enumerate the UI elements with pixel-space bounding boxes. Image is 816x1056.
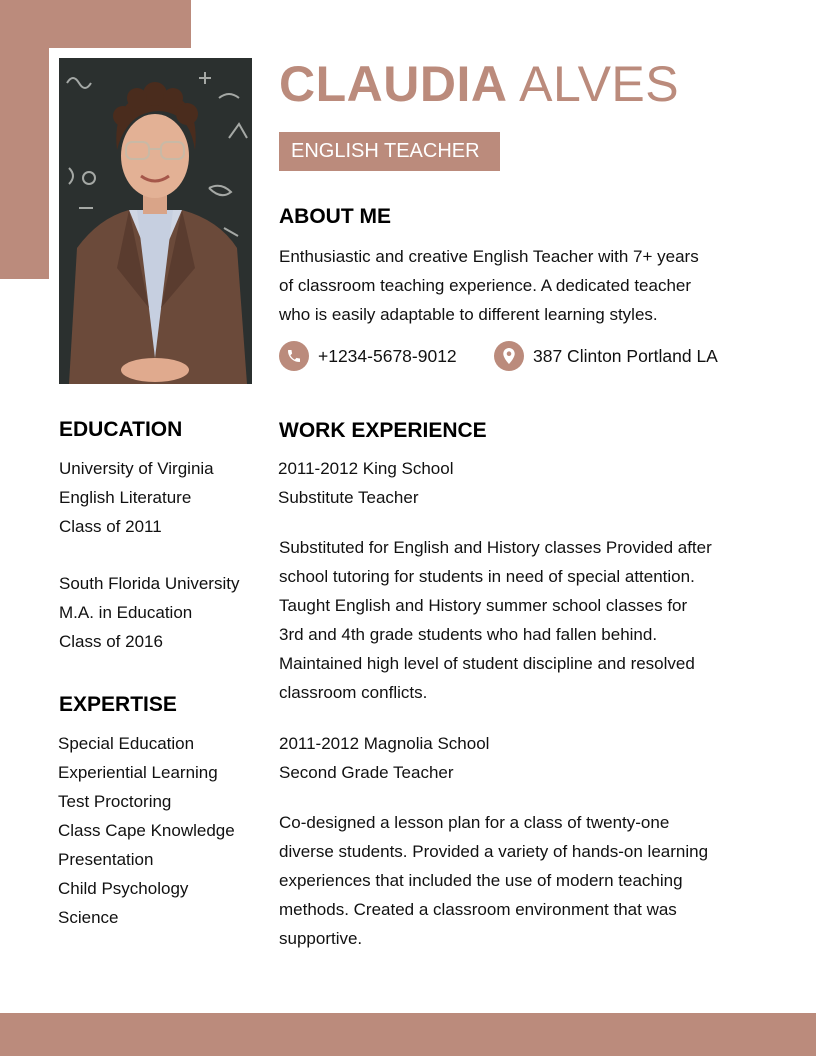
about-line: who is easily adaptable to different learning styles.	[279, 305, 658, 324]
job-description-line: classroom conflicts.	[279, 683, 428, 702]
candidate-name	[279, 56, 679, 112]
about-heading: ABOUT ME	[279, 205, 391, 228]
education-entry	[59, 569, 239, 656]
education-school: South Florida University	[59, 574, 240, 593]
job-description-line: Co-designed a lesson plan for a class of twenty-one	[279, 813, 670, 832]
education-class: Class of 2016	[59, 632, 163, 651]
last-name: ALVES	[519, 56, 680, 112]
job-description-line: Taught English and History summer school classes for	[279, 596, 688, 615]
expertise-item: Test Proctoring	[58, 792, 172, 811]
job-description	[279, 808, 708, 953]
about-line: of classroom teaching experience. A dedicated teacher	[279, 276, 692, 295]
expertise-item: Child Psychology	[58, 879, 189, 898]
role-badge: ENGLISH TEACHER	[279, 132, 500, 171]
job-description-line: supportive.	[279, 929, 363, 948]
expertise-item: Class Cape Knowledge	[58, 821, 235, 840]
address-contact[interactable]	[494, 341, 718, 371]
job-description-line: Substituted for English and History classes Provided after	[279, 538, 712, 557]
education-school: University of Virginia	[59, 459, 214, 478]
job-description	[279, 533, 712, 707]
education-entry	[59, 454, 214, 541]
education-program: English Literature	[59, 488, 192, 507]
education-class: Class of 2011	[59, 517, 162, 536]
location-pin-icon	[494, 341, 524, 371]
phone-icon	[279, 341, 309, 371]
job-description-line: 3rd and 4th grade students who had fallen behind.	[279, 625, 658, 644]
phone-number: +1234-5678-9012	[318, 345, 457, 366]
address-text: 387 Clinton Portland LA	[533, 345, 718, 366]
profile-photo	[59, 58, 252, 384]
about-text	[279, 242, 699, 329]
education-program: M.A. in Education	[59, 603, 193, 622]
job-description-line: Maintained high level of student discipline and resolved	[279, 654, 695, 673]
job-period-place: 2011-2012 Magnolia School	[279, 734, 490, 753]
job-title: Substitute Teacher	[278, 488, 419, 507]
expertise-heading: EXPERTISE	[59, 693, 177, 716]
expertise-item: Science	[58, 908, 119, 927]
work-heading: WORK EXPERIENCE	[279, 419, 487, 442]
expertise-item: Special Education	[58, 734, 195, 753]
job-description-line: school tutoring for students in need of special attention.	[279, 567, 695, 586]
education-heading: EDUCATION	[59, 418, 183, 441]
phone-contact[interactable]	[279, 341, 457, 371]
job-description-line: diverse students. Provided a variety of hands-on learning	[279, 842, 709, 861]
job-header	[278, 454, 454, 512]
footer-bar	[0, 1013, 816, 1056]
job-description-line: experiences that included the use of modern teaching	[279, 871, 683, 890]
expertise-item: Experiential Learning	[58, 763, 218, 782]
first-name: CLAUDIA	[279, 56, 508, 112]
about-line: Enthusiastic and creative English Teacher with 7+ years	[279, 247, 699, 266]
job-period-place: 2011-2012 King School	[278, 459, 454, 478]
expertise-item: Presentation	[58, 850, 154, 869]
job-description-line: methods. Created a classroom environment that was	[279, 900, 677, 919]
job-header	[279, 729, 489, 787]
job-title: Second Grade Teacher	[279, 763, 454, 782]
expertise-list	[58, 729, 235, 932]
